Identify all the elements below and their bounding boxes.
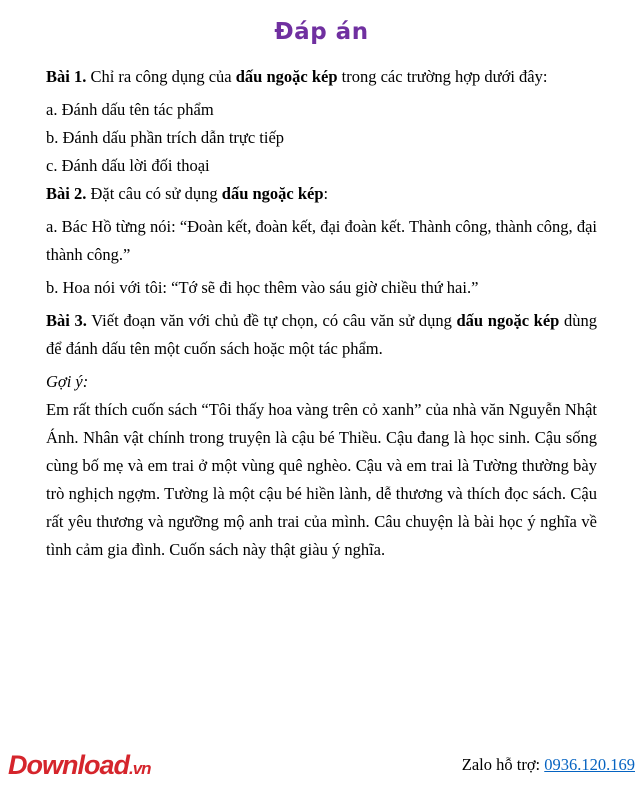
logo-text-suffix: .vn xyxy=(129,759,151,778)
document-body xyxy=(46,63,597,569)
page-footer xyxy=(8,752,635,783)
exercise-3-heading xyxy=(46,307,597,363)
zalo-support-label: Zalo hỗ trợ: xyxy=(461,754,545,774)
exercise-2-answer-b: b. Hoa nói với tôi: “Tớ sẽ đi học thêm vào sáu giờ chiều thứ hai.” xyxy=(46,278,479,297)
downloadvn-logo xyxy=(8,752,151,783)
exercise-1-item-c: c. Đánh dấu lời đối thoại xyxy=(46,156,210,175)
hint-paragraph: Em rất thích cuốn sách “Tôi thấy hoa vàng trên cỏ xanh” của nhà văn Nguyễn Nhật Ánh. Nhân vật chính trong truyện là cậu bé Thiều. Cậu đang là học sinh. Cậu sống cùng bố mẹ và em trai ở một vùng quê nghèo. Cậu và em trai là Tường thường bày trò nghịch ngợm. Tường là một cậu bé hiền lành, dễ thương và thích đọc sách. Cậu rất yêu thương và ngưỡng mộ anh trai của mình. Câu chuyện là bài học ý nghĩa về tình cảm gia đình. Cuốn sách này thật giàu ý nghĩa. xyxy=(46,400,597,559)
exercise-1-item-a: a. Đánh dấu tên tác phẩm xyxy=(46,100,214,119)
exercise-1-item-b: b. Đánh dấu phần trích dẫn trực tiếp xyxy=(46,128,285,147)
exercise-1-text-post: trong các trường hợp dưới đây: xyxy=(337,67,548,86)
exercise-1-text-pre: Chỉ ra công dụng của xyxy=(86,67,236,86)
exercise-2-answer-a: a. Bác Hồ từng nói: “Đoàn kết, đoàn kết, đại đoàn kết. Thành công, thành công, đại thành công.” xyxy=(46,217,597,264)
zalo-phone-link[interactable]: 0936.120.169 xyxy=(544,754,635,774)
exercise-3-text-pre: Viết đoạn văn với chủ đề tự chọn, có câu văn sử dụng xyxy=(86,311,457,330)
exercise-1-label: Bài 1. xyxy=(46,67,87,86)
zalo-support xyxy=(462,754,635,783)
exercise-2-label: Bài 2. xyxy=(46,184,87,203)
exercise-2-heading xyxy=(46,180,597,208)
exercise-3-keyword: dấu ngoặc kép xyxy=(456,311,560,330)
hint-label: Gợi ý: xyxy=(46,372,89,391)
exercise-3-label: Bài 3. xyxy=(46,311,87,330)
exercise-2-text-pre: Đặt câu có sử dụng xyxy=(86,184,222,203)
exercise-1-heading xyxy=(46,63,597,91)
exercise-3-text-post: dùng để đánh dấu tên một cuốn sách hoặc một tác phẩm. xyxy=(46,311,598,358)
logo-text-main: Download xyxy=(8,750,129,780)
exercise-2-text-post: : xyxy=(323,184,329,203)
exercise-2-keyword: dấu ngoặc kép xyxy=(221,184,324,203)
exercise-1-keyword: dấu ngoặc kép xyxy=(235,67,338,86)
page-title: Đáp án xyxy=(274,19,369,45)
